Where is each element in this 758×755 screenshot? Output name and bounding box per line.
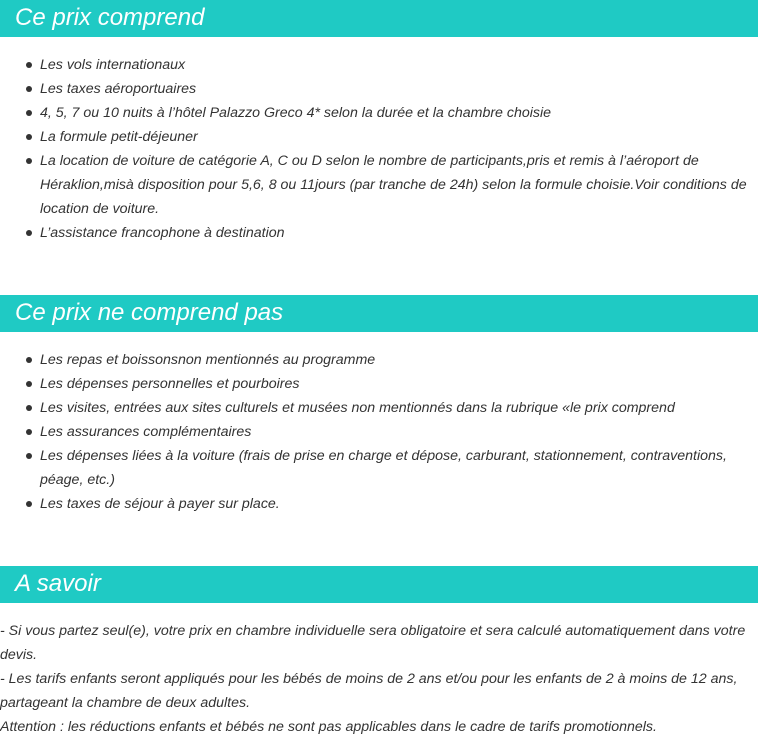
info-paragraph: - Les tarifs enfants seront appliqués pour les bébés de moins de 2 ans et/ou pour les enfants de 2 à moins de 12 ans, partageant la chambre de deux adultes. <box>0 671 738 711</box>
bullet-icon <box>26 453 32 459</box>
list-item: Les taxes aéroportuaires <box>0 77 758 101</box>
list-item: Les vols internationaux <box>0 53 758 77</box>
list-item: 4, 5, 7 ou 10 nuits à l’hôtel Palazzo Greco 4* selon la durée et la chambre choisie <box>0 101 758 125</box>
list-item: Les dépenses liées à la voiture (frais de prise en charge et dépose, carburant, stationnement, contraventions, péage, etc.) <box>0 444 758 492</box>
list-item: La formule petit-déjeuner <box>0 125 758 149</box>
bullet-icon <box>26 230 32 236</box>
bullet-icon <box>26 429 32 435</box>
list-item: Les assurances complémentaires <box>0 420 758 444</box>
list-item: Les taxes de séjour à payer sur place. <box>0 492 758 516</box>
bullet-icon <box>26 158 32 164</box>
list-item: La location de voiture de catégorie A, C ou D selon le nombre de participants,pris et remis à l’aéroport de Héraklion,misà disposition pour 5,6, 8 ou 11jours (par tranche de 24h) selon la formule choisie.Voir conditions de location de voiture. <box>0 149 758 221</box>
list-item: Les repas et boissonsnon mentionnés au programme <box>0 348 758 372</box>
bullet-icon <box>26 357 32 363</box>
section-header-good-to-know <box>0 566 758 603</box>
not-included-list <box>0 348 758 516</box>
bullet-icon <box>26 62 32 68</box>
section-header-included <box>0 0 758 37</box>
bullet-icon <box>26 86 32 92</box>
included-list <box>0 53 758 245</box>
good-to-know-text <box>0 619 756 739</box>
section-title-not-included: Ce prix ne comprend pas <box>15 299 284 326</box>
bullet-icon <box>26 501 32 507</box>
bullet-icon <box>26 381 32 387</box>
bullet-icon <box>26 110 32 116</box>
info-paragraph: Attention : les réductions enfants et bébés ne sont pas applicables dans le cadre de tarifs promotionnels. <box>0 719 657 735</box>
section-title-included: Ce prix comprend <box>15 4 205 31</box>
list-item: Les visites, entrées aux sites culturels et musées non mentionnés dans la rubrique «le prix comprend <box>0 396 758 420</box>
bullet-icon <box>26 405 32 411</box>
list-item: L’assistance francophone à destination <box>0 221 758 245</box>
section-header-not-included <box>0 295 758 332</box>
section-title-good-to-know: A savoir <box>15 570 101 597</box>
bullet-icon <box>26 134 32 140</box>
info-paragraph: - Si vous partez seul(e), votre prix en chambre individuelle sera obligatoire et sera calculé automatiquement dans votre devis. <box>0 623 746 663</box>
list-item: Les dépenses personnelles et pourboires <box>0 372 758 396</box>
